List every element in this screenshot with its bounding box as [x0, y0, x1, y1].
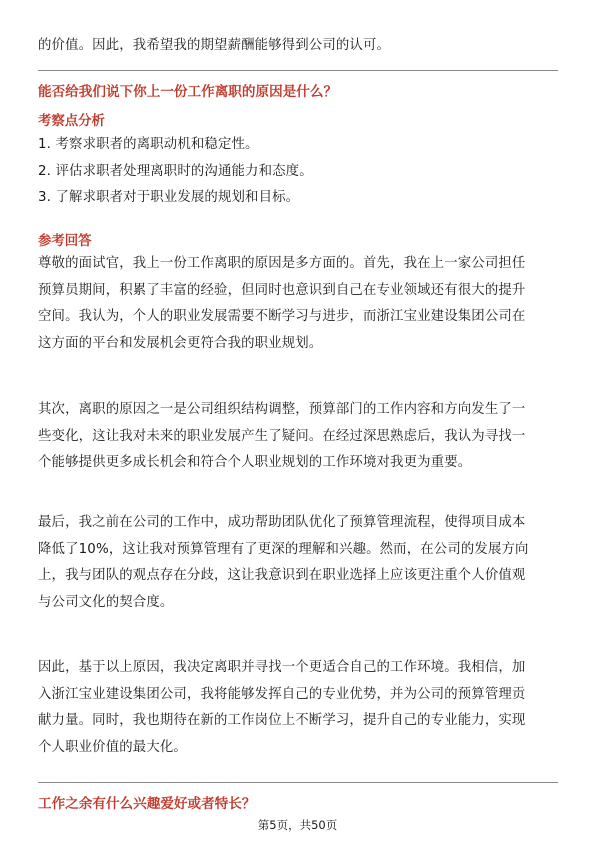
paragraph-line: 最后，我之前在公司的工作中，成功帮助团队优化了预算管理流程，使得项目成本	[38, 515, 526, 530]
paragraph-line: 预算员期间，积累了丰富的经验，但同时也意识到自己在专业领域还有很大的提升	[38, 282, 526, 298]
paragraph-line: 些变化，这让我对未来的职业发展产生了疑问。在经过深思熟虑后，我认为寻找一	[38, 428, 526, 444]
analysis-list	[38, 132, 558, 212]
paragraph-line: 因此，基于以上原因，我决定离职并寻找一个更适合自己的工作环境。我相信，加	[38, 660, 526, 675]
analysis-item: 1. 考察求职者的离职动机和稳定性。	[38, 137, 259, 152]
paragraph-line: 降低了10%，这让我对预算管理有了更深的理解和兴趣。然而，在公司的发展方向	[38, 541, 529, 557]
answer-label: 参考回答	[38, 234, 92, 249]
paragraph-line: 入浙江宝业建设集团公司，我将能够发挥自己的专业优势，并为公司的预算管理贡	[38, 686, 526, 702]
answer-paragraph	[38, 655, 558, 761]
paragraph-line: 上，我与团队的观点存在分歧，这让我意识到在职业选择上应该更注重个人价值观	[38, 568, 526, 583]
analysis-label: 考察点分析	[38, 114, 105, 129]
paragraph-line: 尊敬的面试官，我上一份工作离职的原因是多方面的。首先，我在上一家公司担任	[38, 256, 526, 271]
analysis-item: 3. 了解求职者对于职业发展的规划和目标。	[38, 190, 300, 205]
paragraph-line: 这方面的平台和发展机会更符合我的职业规划。	[38, 335, 323, 351]
answer-paragraph	[38, 510, 558, 616]
analysis-item: 2. 评估求职者处理离职时的沟通能力和态度。	[38, 163, 313, 179]
answer-paragraph	[38, 397, 558, 477]
divider	[38, 782, 558, 783]
paragraph-line: 献力量。同时，我也期待在新的工作岗位上不断学习，提升自己的专业能力，实现	[38, 713, 526, 728]
page-indicator: 第5页，共50页	[257, 818, 338, 832]
intro-text: 的价值。因此，我希望我的期望薪酬能够得到公司的认可。	[38, 38, 391, 53]
divider	[38, 70, 558, 71]
paragraph-line: 个人职业价值的最大化。	[38, 739, 187, 755]
question-title: 工作之余有什么兴趣爱好或者特长？	[38, 796, 256, 812]
paragraph-line: 空间。我认为，个人的职业发展需要不断学习与进步，而浙江宝业建设集团公司在	[38, 309, 526, 324]
paragraph-line: 其次，离职的原因之一是公司组织结构调整，预算部门的工作内容和方向发生了一	[38, 402, 526, 417]
paragraph-line: 与公司文化的契合度。	[38, 594, 174, 610]
paragraph-line: 个能够提供更多成长机会和符合个人职业规划的工作环境对我更为重要。	[38, 455, 472, 470]
question-title: 能否给我们说下你上一份工作离职的原因是什么？	[38, 84, 338, 100]
answer-paragraph	[38, 251, 558, 357]
